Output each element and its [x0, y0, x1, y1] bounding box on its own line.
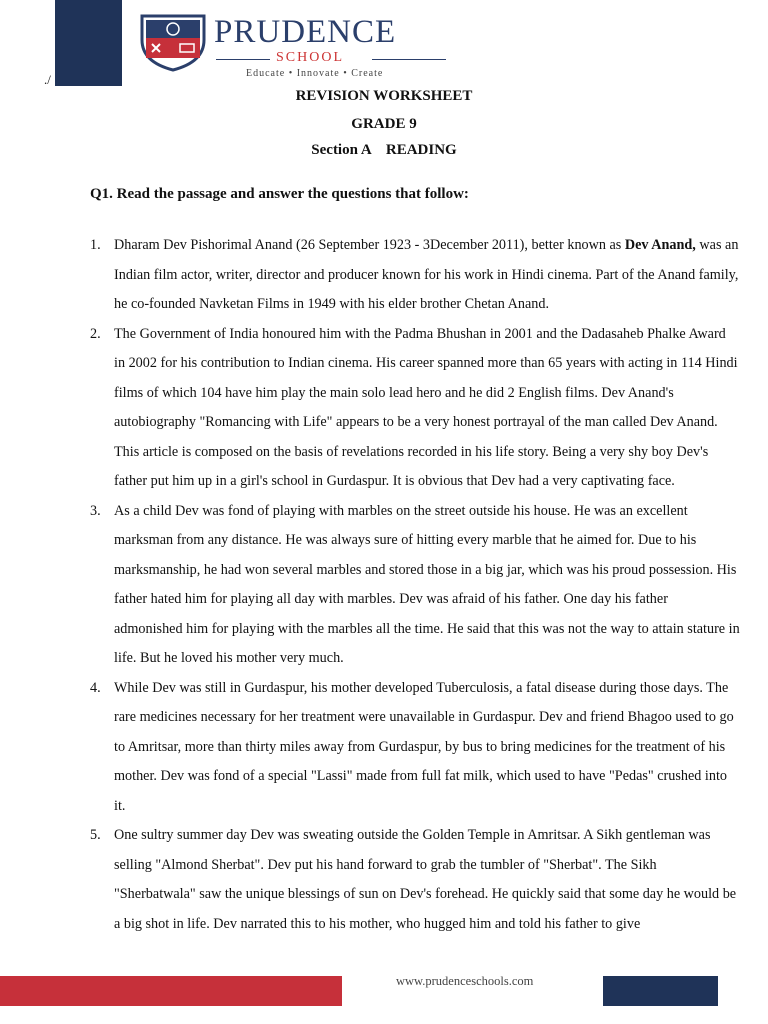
logo-school: SCHOOL: [276, 50, 345, 65]
item-number: 4.: [90, 679, 101, 696]
item-number: 2.: [90, 325, 101, 342]
item-text: Dharam Dev Pishorimal Anand (26 September 1923 - 3December 2011), better known as: [114, 237, 625, 253]
item-bold-name: Dev Anand,: [624, 237, 696, 253]
question-heading: Q1. Read the passage and answer the questions that follow:: [90, 186, 469, 202]
item-text: As a child Dev was fond of playing with marbles on the street outside his house. He was an excellent marksman from any distance. He was always sure of hitting every marble that he aimed for. Due to his marksmanship, he had won several marbles and stored those in a big jar, which was his proud possession. His father hated him for playing all day with marbles. Dev was afraid of his father. One day his father admonished him for playing with the marbles all the time. He said that this was not the way to attain stature in life. But he loved his mother very much.: [114, 502, 740, 666]
logo-tagline: Educate • Innovate • Create: [246, 68, 384, 79]
list-item: [90, 674, 740, 822]
footer-url: www.prudenceschools.com: [396, 974, 534, 988]
item-text: The Government of India honoured him with the Padma Bhushan in 2001 and the Dadasaheb Phalke Award in 2002 for his contribution to Indian cinema. His career spanned more than 65 years with acting in 114 Hindi films of which 104 have him play the main solo lead hero and he did 2 English films. Dev Anand's autobiography "Romancing with Life" appears to be a very honest portrayal of the man called Dev Anand. This article is composed on the basis of revelations recorded in his life story. Being a very shy boy Dev's father put him up in a girl's school in Gurdaspur. It is obvious that Dev had a very captivating face.: [114, 325, 738, 489]
logo-rule-left: [216, 59, 270, 60]
list-item: [90, 497, 740, 674]
school-crest-icon: [138, 14, 208, 72]
page-mark: ./: [44, 72, 51, 87]
footer-navy-block: [603, 976, 718, 1006]
school-logo: [136, 12, 448, 79]
grade-heading: GRADE 9: [351, 116, 417, 132]
footer-red-bar: [0, 976, 342, 1006]
worksheet-title: REVISION WORKSHEET: [295, 88, 473, 104]
logo-name: PRUDENCE: [214, 14, 397, 50]
item-text: was an Indian film actor, writer, director and producer known for his work in Hindi cinema. Part of the Anand family, he co-founded Navketan Films in 1949 with his elder brother Chetan Anand.: [114, 237, 739, 312]
item-text: One sultry summer day Dev was sweating outside the Golden Temple in Amritsar. A Sikh gentleman was selling "Almond Sherbat". Dev put his hand forward to grab the tumbler of "Sherbat". The Sikh "Sherbatwala" saw the unique blessings of sun on Dev's forehead. He quickly said that some day he would be a big shot in life. Dev narrated this to his mother, who hugged him and told his father to give: [114, 827, 737, 932]
section-heading: Section A READING: [311, 142, 457, 158]
logo-rule-right: [372, 59, 446, 60]
item-number: 1.: [90, 237, 101, 253]
list-item: [90, 821, 740, 939]
list-item: [90, 320, 740, 497]
list-item: [90, 231, 740, 320]
header-navy-block: [55, 0, 122, 86]
item-text: While Dev was still in Gurdaspur, his mother developed Tuberculosis, a fatal disease during those days. The rare medicines necessary for her treatment were unavailable in Gurdaspur. Dev and friend Bhagoo used to go to Amritsar, more than thirty miles away from Gurdaspur, by bus to bring medicines for the treatment of his mother. Dev was fond of a special "Lassi" made from full fat milk, which used to have "Pedas" crushed into it.: [114, 679, 734, 814]
passage-list: [90, 231, 740, 939]
item-number: 5.: [90, 827, 101, 843]
item-number: 3.: [90, 502, 101, 519]
